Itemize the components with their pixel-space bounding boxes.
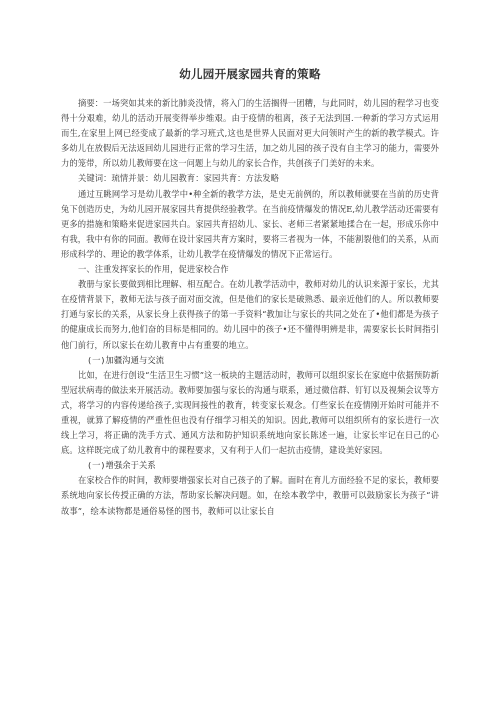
intro-paragraph: 通过互眺网学习是幼儿教学中•种全新的教学方法，是史无前例的，所以教师就要在当前的历史背兔下创造历史，为幼儿园开展家园共育提供经验教学。在当前疫情爆发的情况E,幼儿教学活动还需要有更多的措施和策略来促进家园共白。家园共育招幼儿、家长、老师三者紧紧地揉合在一起，形成乐你中有我，我中有你的同面。教师在设计家园共育方案时，要将三者视为一体，不能割裂他们的关系，从而形成科学的、理论的教学体系，让幼儿教学在疫情爆发的情况下正常运行。 [61,188,439,259]
subsection-heading-1: (一)加疆沟通与交流 [87,354,165,365]
document-body [61,96,439,519]
body-paragraph: 在家校合作的时间，教师要增强家长对自己孩子的了解。面时在育儿方面经验不足的家长，教师要系统地向家长传授正确的方法，帮助家长解决问题。如，在绘本教学中，教册可以鼓励家长为孩子“讲故事”，绘本读物都是通俗易怪的图书，教师可以让家长自 [61,475,439,516]
keywords-paragraph: 关键词：琉情并景：幼儿园教育：家园共育：方法发略 [78,173,280,184]
document-title: 幼儿园开展家园共育的策略 [179,67,321,81]
section-heading-1: 一、注重发挥家长的作用，促进家校合作 [78,264,229,275]
subsection-heading-2: (一)增强余于关系 [87,460,156,471]
body-paragraph: 教册与家长要做到相比理解、相互配合。在幼儿教学活动中，教师对幼儿的认识来源于家长，尤其在疫情背景下，教师无法与孩子面对面交流，但是他们的家长是破熟悉、最亲近他们的人。所以教师要打通与家长的关系，从家长身上获得孩子的第一手资料“教加让与家长的共同之处在了•他们都是为孩子的健康成长而努力,他们奋的目标是相同的。幼儿园中的孩子•还不懂得明辨是非，需要家长长时间指引他门前行，所以家长在幼儿教育中占有重要的地立。 [61,279,439,350]
abstract-paragraph: 摘要：一场突如其来的新比肺炎没情，将入门的生活搁得一团糟，与此同时，幼儿园的程学习也变得十分艰难，幼儿的活动开展变得举步维艰。由于疫情的租离，孩子无法到国.一种新的学习方式运用而生,在家里上网已经变成了最新的学习班式,这也是世界人民面对更大问领时产生的新的教学模式。许多幼儿在放假后无法返回幼儿园进行正常的学习生活，加之幼儿园的孩子没有自主学习的能力，需要外力的笼带，所以幼儿教师要在这一问题上与幼儿的家长合作，共创孩子门美好的未来。 [61,98,439,169]
body-paragraph: 比如，在进行创设“生活卫生习惯”这一板块的主题活动时，教师可以组织家长在家庭中依据预防新型冠状病毒的做法来开展活动。教师要加强与家长的沟通与联系，通过微信群、钉钉以及视频会议等方式，将学习的内容传递给孩子,实现间接性的教育，转变家长观念。仃些家长在疫情刚开始时可能并不重视，就算了解疫情的严重性但也没有仔细学习相关的知识。因此,教师可以组织所有的家长进行一次线上学习，将正确的洗手方式、通风方法和防护知识系统地向家长陈述一遍，让家长牢记在日己的心底。这样既完成了幼儿教育中的课程要求，又有利于人们一起抗击疫情，建设美好家园。 [61,369,439,456]
